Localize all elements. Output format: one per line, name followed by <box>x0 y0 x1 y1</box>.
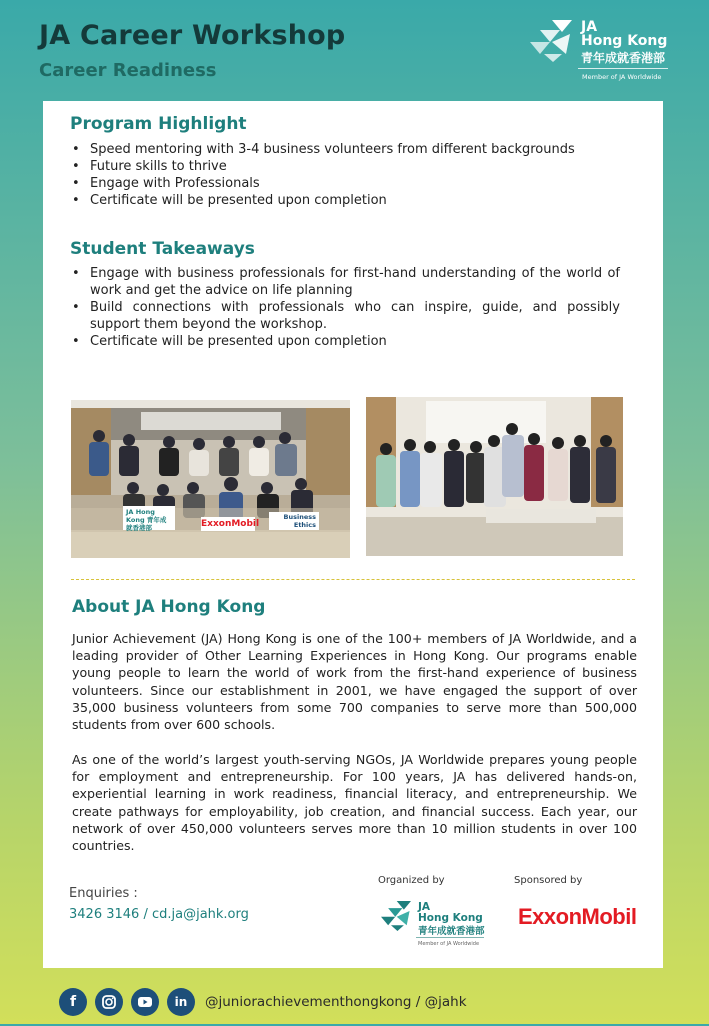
logo-divider <box>578 68 668 69</box>
instagram-icon[interactable] <box>95 988 123 1016</box>
photo-sign-exxon: ExxonMobil <box>201 519 260 529</box>
logo-line-hk: Hong Kong <box>581 33 668 49</box>
ja-logo-mark-icon <box>530 20 572 62</box>
program-highlight-list <box>72 141 627 209</box>
logo-member-text: Member of JA Worldwide <box>418 941 480 947</box>
photo-sign-ethics: Business Ethics <box>269 512 319 530</box>
ja-logo-organizer <box>381 898 491 954</box>
group-photo-illustration <box>71 400 350 558</box>
about-paragraph-2: As one of the world’s largest youth-serving NGOs, JA Worldwide prepares young people for employment and entrepreneurship. For 100 years, JA has delivered hands-on, experiential learning in work readiness, financial literacy, and entrepreneurship. We create pathways for employability, job creation, and financial success. Each year, our network of over 450,000 volunteers serves more than 10 million students in over 100 countries. <box>72 752 637 854</box>
social-handle[interactable]: @juniorachievementhongkong / @jahk <box>205 994 467 1010</box>
page-subtitle: Career Readiness <box>39 60 217 81</box>
logo-member-text: Member of JA Worldwide <box>582 73 662 81</box>
section-divider <box>71 579 635 580</box>
list-item: • Engage with Professionals <box>72 175 627 192</box>
youtube-icon[interactable] <box>131 988 159 1016</box>
student-takeaways-title: Student Takeaways <box>70 239 255 259</box>
logo-line-ja: JA <box>418 901 431 913</box>
sponsored-by-label: Sponsored by <box>514 875 583 886</box>
photo-sign-ja: JA Hong Kong 青年成就香港部 <box>123 506 175 530</box>
enquiries-contact <box>69 907 249 922</box>
ja-logo-mark-icon <box>381 900 411 932</box>
program-highlight-title: Program Highlight <box>70 114 247 134</box>
workshop-photo-2 <box>366 397 623 556</box>
list-item: • Engage with business professionals for first-hand understanding of the world of work and get the advice on life planning <box>72 265 620 299</box>
about-ja-title: About JA Hong Kong <box>72 597 266 617</box>
list-item: • Future skills to thrive <box>72 158 627 175</box>
facebook-icon[interactable]: f <box>59 988 87 1016</box>
youtube-glyph <box>131 988 159 1016</box>
linkedin-icon[interactable]: in <box>167 988 195 1016</box>
contact-separator: / <box>139 907 152 922</box>
list-item: • Build connections with professionals who can inspire, guide, and possibly support them beyond the workshop. <box>72 299 620 333</box>
group-photo-illustration <box>366 397 623 556</box>
logo-line-chinese: 青年成就香港部 <box>418 926 485 937</box>
list-item: • Certificate will be presented upon completion <box>72 333 620 350</box>
logo-line-chinese: 青年成就香港部 <box>581 51 666 65</box>
ja-logo-header <box>530 16 680 86</box>
workshop-photo-1 <box>71 400 350 558</box>
logo-line-ja: JA <box>581 19 598 35</box>
exxonmobil-logo: ExxonMobil <box>518 904 637 929</box>
about-paragraph-1: Junior Achievement (JA) Hong Kong is one of the 100+ members of JA Worldwide, and a leading provider of Other Learning Experiences in Hong Kong. Our programs enable young people to learn the world of work from the first-hand experience of business volunteers. Since our establishment in 2001, we have engaged the support of over 35,000 business volunteers from some 700 companies to serve more than 500,000 students from over 600 schools. <box>72 631 637 733</box>
logo-line-hk: Hong Kong <box>418 912 483 924</box>
email-link[interactable]: cd.ja@jahk.org <box>151 907 249 922</box>
page-title: JA Career Workshop <box>39 20 346 51</box>
student-takeaways-list <box>72 265 620 350</box>
instagram-glyph <box>95 988 123 1016</box>
logo-divider <box>416 937 484 938</box>
organized-by-label: Organized by <box>378 875 445 886</box>
phone-number[interactable]: 3426 3146 <box>69 907 140 922</box>
list-item: • Certificate will be presented upon completion <box>72 192 627 209</box>
list-item: • Speed mentoring with 3-4 business volunteers from different backgrounds <box>72 141 627 158</box>
enquiries-label: Enquiries : <box>69 886 138 901</box>
